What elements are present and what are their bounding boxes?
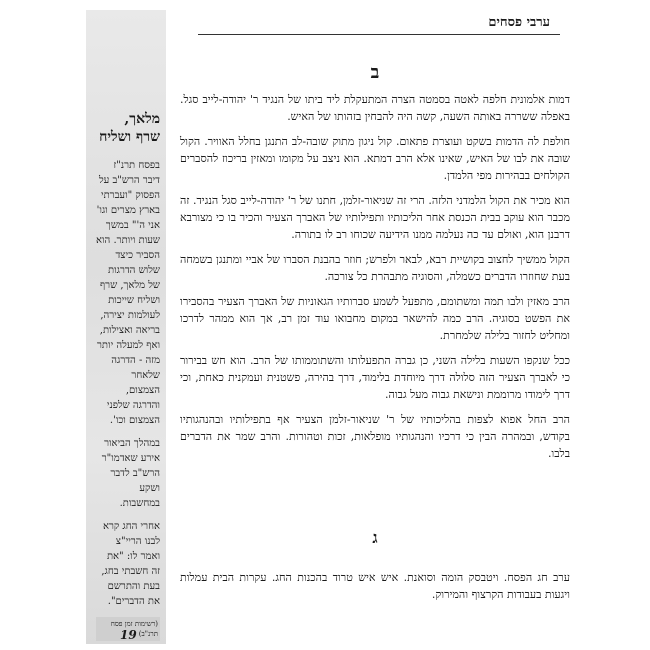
- paragraph: הרב מאזין ולבו תמה ומשתומם, מתפעל לשמע סברותיו הגאוניות של האברך הצעיר בהסבירו את הפשט בסוגיה. הרב כמה להישאר במקום מחבואו עוד זמן רב, אך הוא ממהר לדרכו ומחליט לחזור בלילה שלמחרת.: [180, 295, 570, 342]
- sidebar-title: מלאך, שרף ושליח: [99, 111, 160, 145]
- main-text: [180, 62, 570, 470]
- sidebar-panel: [86, 10, 166, 644]
- page-number: 19: [120, 628, 137, 642]
- section-letter-bet: ב: [370, 62, 380, 83]
- sidebar-text-3: אחרי החג קרא לבנו הריי"צ ואמר לו: "את זה חשבתי בחג, בעת והתרשם את הדברים".: [101, 521, 160, 607]
- section-letter-gimel: ג: [372, 528, 378, 547]
- paragraph: הקול ממשיך לחצוב בקושיית רבא, לבאר ולפרש; חוזר בהבנת הסברו של אביי ומתנגן בשמחה בעת שחוזרו הדברים כשמלה, והסוגיה מתבהרת כל צורכה.: [180, 253, 570, 283]
- paragraph: חולפת לה הדמות בשקט ועוצרת פתאום. קול ניגון מתוק שובה-לב התנגן בחלל האוויר. הקול שובה את לבו של האיש, שאינו אלא הרב דמתא. הוא ניצב על מקומו ומאזין בריכוז להסברים הקולחים בבהירות מפי הלמדן.: [180, 135, 570, 182]
- sidebar-content: [96, 110, 160, 641]
- header-title: ערבי פסחים: [488, 15, 550, 30]
- paragraph: דמות אלמונית חלפה לאטה בסמטה הצרה המתעקלת ליד ביתו של הנגיד ר' יהודה-לייב סגל. באפלה ששררה באותה השעה, קשה היה להבחין בזהותו של האיש.: [180, 93, 570, 123]
- paragraph: הוא מכיר את הקול הלמדני הלזה. הרי זה שניאור-זלמן, חתנו של ר' יהודה-לייב סגל הנגיד. זה מכבר הוא עוקב בבית הכנסת אחר הליכותיו ותפילותיו של האברך הצעיר והכיר בו כי מצורבא דרבנן הוא, ואולם עד כה נעלמה ממנו הידיעה שכוחו רב לו בתורה.: [180, 194, 570, 241]
- paragraph: הרב החל אפוא לצפות בהליכותיו של ר' שניאור-זלמן הצעיר אף בתפילותיו ובהנהגותיו בקודש, ובמהרה הבין כי דרכיו והנהגותיו מופלאות, זכות וטהורות. והרב שמר את הדברים בלבו.: [180, 413, 570, 460]
- sidebar-source: (רשימות זמן פסח תרנ"ב): [96, 617, 160, 641]
- paragraph-gimel: ערב חג הפסח. ויטבסק הומה וסואנת. איש איש טרוד בהכנות החג. עקרות הבית עמלות ויגעות בעבודות הקרצוף והמירוק.: [180, 571, 570, 601]
- running-header: [198, 8, 560, 35]
- paragraph: ככל שנקפו השעות בלילה השני, כן גברה התפעלותו והשתוממותו של הרב. הוא חש בבירור כי לאברך הצעיר הזה סלולה דרך מיוחדת בלימוד, דרך בהירה, פשטנית ועמקנית כאחת, וכי דרך לימודו מרוממת ונישאת גבוה מעל גבוה.: [180, 354, 570, 401]
- sidebar-text-2: במהלך הביאור אירע שאדמו"ר הרש"ב לדבר ושקע במחשבות.: [101, 438, 160, 509]
- sidebar-text-1: בפסח תרנ"ז דיבר הרש"ב על הפסוק "ועברתי בארץ מצרים וגו' אני ה'" במשך שעות ויותר. הוא הסביר כיצד שלוש הדרגות של מלאך, שרף ושליח שייכות לעולמות יצירה, בריאה ואצילות, ואף למעלה יותר מזה - הדרגה שלאחר הצמצום, והדרגה שלפני הצמצום וכו'.: [96, 160, 160, 426]
